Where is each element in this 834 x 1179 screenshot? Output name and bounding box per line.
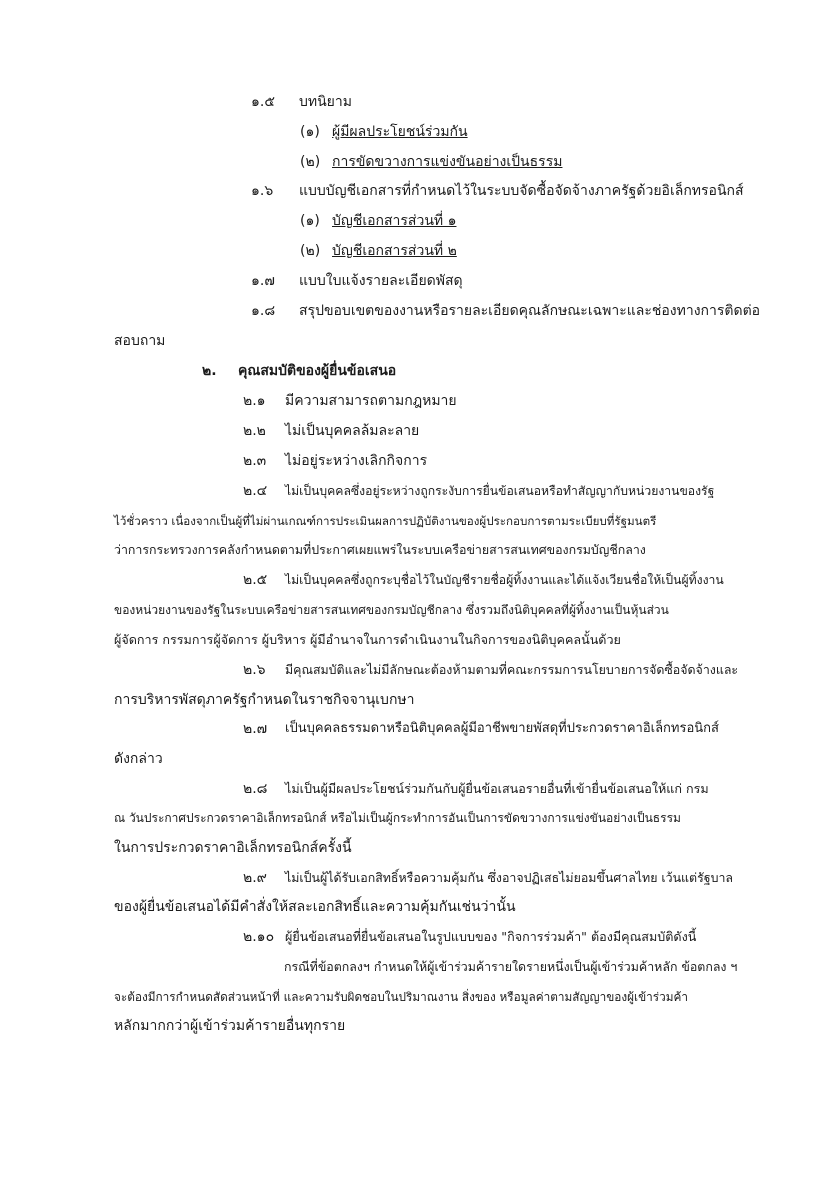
item-2-2	[243, 421, 419, 441]
item-number: ๒.๗	[243, 721, 268, 737]
item-number: ๑.๖	[251, 183, 274, 199]
item-2-8-line2: ณ วันประกาศประกวดราคาอิเล็กทรอนิกส์ หรือไม่เป็นผู้กระทำการอันเป็นการขัดขวางการแข่งขันอย่างเป็นธรรม	[114, 811, 681, 825]
item-number: ๑.๘	[251, 303, 276, 319]
item-number: ๒.๒	[243, 423, 266, 439]
item-number: ๒.๖	[243, 662, 266, 678]
item-text: ไม่เป็นผู้มีผลประโยชน์ร่วมกันกับผู้ยื่นข้อเสนอรายอื่นที่เข้ายื่นข้อเสนอให้แก่ กรม	[285, 781, 709, 796]
item-2-10	[243, 927, 696, 947]
item-1-7	[251, 271, 463, 291]
item-number: ๒.๓	[243, 453, 267, 469]
item-text: บทนิยาม	[299, 94, 352, 110]
definition-link-joint-interest[interactable]: ผู้มีผลประโยชน์ร่วมกัน	[332, 124, 468, 140]
item-number: ๒.๘	[243, 781, 268, 797]
item-text: แบบใบแจ้งรายละเอียดพัสดุ	[299, 273, 463, 289]
definition-link-fair-competition[interactable]: การขัดขวางการแข่งขันอย่างเป็นธรรม	[332, 154, 563, 170]
item-2-9-line2: ของผู้ยื่นข้อเสนอได้มีคำสั่งให้สละเอกสิทธิ์และความคุ้มกันเช่นว่านั้น	[114, 899, 516, 915]
item-number: ๒.๙	[243, 870, 267, 886]
item-2-7-line2: ดังกล่าว	[114, 751, 163, 767]
item-number: (๑)	[300, 124, 320, 140]
item-1-5-1	[300, 122, 468, 142]
item-number: ๒.๔	[243, 483, 268, 499]
item-text: เป็นบุคคลธรรมดาหรือนิติบุคคลผู้มีอาชีพขายพัสดุที่ประกวดราคาอิเล็กทรอนิกส์	[285, 721, 719, 736]
item-2-9	[243, 868, 733, 888]
item-2-4-line2: ไว้ชั่วคราว เนื่องจากเป็นผู้ที่ไม่ผ่านเกณฑ์การประเมินผลการปฏิบัติงานของผู้ประกอบการตามระเบียบที่รัฐมนตรี	[114, 514, 657, 528]
item-1-8	[251, 301, 760, 321]
document-list-part1-link[interactable]: บัญชีเอกสารส่วนที่ ๑	[332, 213, 457, 229]
item-2-5	[243, 570, 724, 590]
document-list-part2-link[interactable]: บัญชีเอกสารส่วนที่ ๒	[332, 243, 457, 259]
item-text: ไม่เป็นบุคคลล้มละลาย	[285, 423, 420, 439]
item-2-10-line4: หลักมากกว่าผู้เข้าร่วมค้ารายอื่นทุกราย	[114, 1018, 346, 1034]
item-text: ไม่เป็นผู้ได้รับเอกสิทธิ์หรือความคุ้มกัน ซึ่งอาจปฏิเสธไม่ยอมขึ้นศาลไทย เว้นแต่รัฐบาล	[285, 870, 733, 885]
item-number: (๒)	[300, 154, 321, 170]
item-1-6-1	[300, 211, 456, 231]
item-2-3	[243, 451, 427, 471]
item-text: ผู้ยื่นข้อเสนอที่ยื่นข้อเสนอในรูปแบบของ "กิจการร่วมค้า" ต้องมีคุณสมบัติดังนี้	[285, 929, 697, 944]
item-number: (๑)	[300, 213, 320, 229]
item-1-5-2	[300, 152, 562, 172]
item-1-6	[251, 181, 744, 201]
item-2-10-line3: จะต้องมีการกำหนดสัดส่วนหน้าที่ และความรับผิดชอบในปริมาณงาน สิ่งของ หรือมูลค่าตามสัญญาของผู้เข้าร่วมค้า	[114, 990, 689, 1004]
item-1-5	[251, 92, 352, 112]
item-2-6	[243, 660, 738, 680]
item-number: ๒.๕	[243, 572, 268, 588]
item-2-4-line3: ว่าการกระทรวงการคลังกำหนดตามที่ประกาศเผยแพร่ในระบบเครือข่ายสารสนเทศของกรมบัญชีกลาง	[114, 542, 646, 557]
item-number: (๒)	[300, 243, 321, 259]
item-text: ไม่อยู่ระหว่างเลิกกิจการ	[285, 453, 428, 469]
item-number: ๒.๑	[243, 393, 266, 409]
item-2-8	[243, 779, 709, 799]
item-text: สรุปขอบเขตของงานหรือรายละเอียดคุณลักษณะเฉพาะและช่องทางการติดต่อ	[299, 303, 761, 319]
section-title: คุณสมบัติของผู้ยื่นข้อเสนอ	[238, 363, 397, 379]
item-number: ๒.๑๐	[243, 929, 275, 945]
item-2-5-line3: ผู้จัดการ กรรมการผู้จัดการ ผู้บริหาร ผู้มีอำนาจในการดำเนินงานในกิจการของนิติบุคคลนั้นด้วย	[114, 632, 621, 647]
item-1-8-continuation: สอบถาม	[114, 333, 166, 349]
item-2-7	[243, 719, 719, 739]
item-1-6-2	[300, 241, 457, 261]
item-2-6-line2: การบริหารพัสดุภาครัฐกำหนดในราชกิจจานุเบกษา	[114, 692, 415, 708]
item-2-1	[243, 391, 457, 411]
item-number: ๑.๕	[251, 94, 275, 110]
item-text: ไม่เป็นบุคคลซึ่งอยู่ระหว่างถูกระงับการยื่นข้อเสนอหรือทำสัญญากับหน่วยงานของรัฐ	[285, 484, 715, 498]
item-text: มีคุณสมบัติและไม่มีลักษณะต้องห้ามตามที่คณะกรรมการนโยบายการจัดซื้อจัดจ้างและ	[285, 662, 739, 677]
item-2-10-line2: กรณีที่ข้อตกลงฯ กำหนดให้ผู้เข้าร่วมค้ารายใดรายหนึ่งเป็นผู้เข้าร่วมค้าหลัก ข้อตกลง ฯ	[284, 959, 738, 974]
item-text: แบบบัญชีเอกสารที่กำหนดไว้ในระบบจัดซื้อจัดจ้างภาครัฐด้วยอิเล็กทรอนิกส์	[299, 183, 744, 199]
item-number: ๑.๗	[251, 273, 275, 289]
section-2-heading	[202, 361, 396, 381]
item-2-8-line3: ในการประกวดราคาอิเล็กทรอนิกส์ครั้งนี้	[114, 840, 352, 856]
item-2-4	[243, 481, 714, 501]
section-number: ๒.	[202, 363, 217, 379]
item-2-5-line2: ของหน่วยงานของรัฐในระบบเครือข่ายสารสนเทศของกรมบัญชีกลาง ซึ่งรวมถึงนิติบุคคลที่ผู้ทิ้งงานเป็นหุ้นส่วน	[114, 603, 669, 617]
item-text: ไม่เป็นบุคคลซึ่งถูกระบุชื่อไว้ในบัญชีรายชื่อผู้ทิ้งงานและได้แจ้งเวียนชื่อให้เป็นผู้ทิ้งงาน	[285, 573, 724, 587]
item-text: มีความสามารถตามกฎหมาย	[285, 393, 457, 409]
